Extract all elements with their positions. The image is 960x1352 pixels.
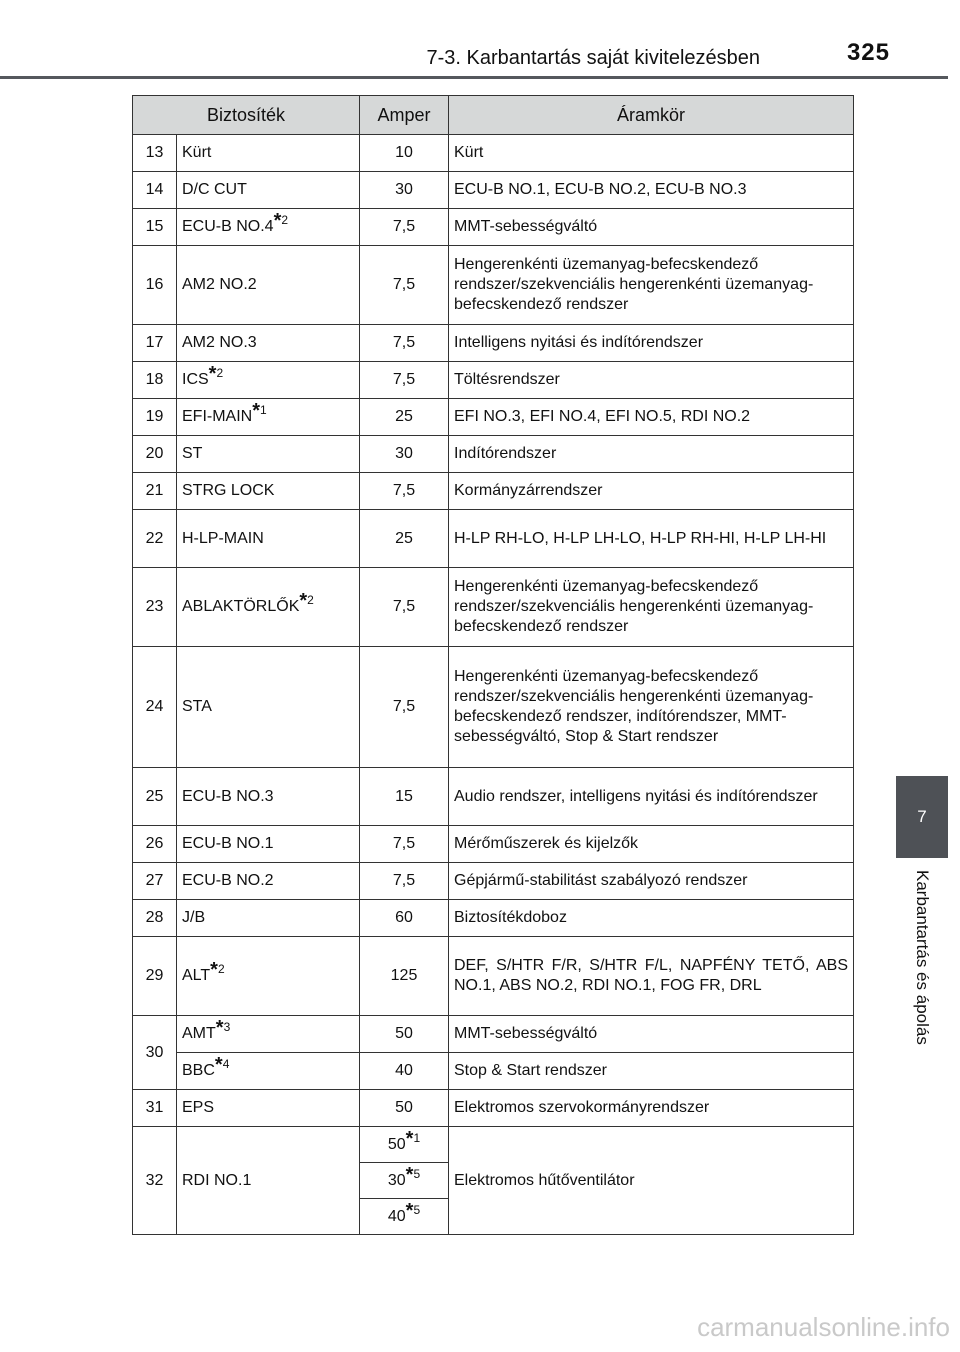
page-number: 325 bbox=[846, 39, 890, 66]
fuse-amp: 125 bbox=[360, 937, 449, 1016]
fuse-amp: 40 bbox=[360, 1053, 449, 1090]
fuse-circuit: MMT-sebességváltó bbox=[449, 1016, 854, 1053]
fuse-amp: 40$^{*5}$ bbox=[360, 1199, 449, 1235]
fuse-name: D/C CUT bbox=[177, 172, 360, 209]
fuse-amp: 50 bbox=[360, 1090, 449, 1127]
fuse-amp: 30 bbox=[360, 172, 449, 209]
chapter-number: 7 bbox=[917, 807, 927, 826]
fuse-circuit: Stop & Start rendszer bbox=[449, 1053, 854, 1090]
fuse-circuit: Intelligens nyitási és indítórendszer bbox=[449, 325, 854, 362]
fuse-name: H-LP-MAIN bbox=[177, 510, 360, 568]
fuse-name: AM2 NO.2 bbox=[177, 246, 360, 325]
row-number: 21 bbox=[133, 473, 177, 510]
fuse-name: EPS bbox=[177, 1090, 360, 1127]
table-row bbox=[133, 568, 854, 647]
fuse-circuit: Indítórendszer bbox=[449, 436, 854, 473]
fuse-name: BBC$^{*4}$ bbox=[177, 1053, 360, 1090]
table-row bbox=[133, 826, 854, 863]
fuse-circuit: Mérőműszerek és kijelzők bbox=[449, 826, 854, 863]
fuse-name: AM2 NO.3 bbox=[177, 325, 360, 362]
table-row bbox=[133, 510, 854, 568]
fuse-table bbox=[132, 95, 854, 1235]
chapter-side-label: Karbantartás és ápolás bbox=[913, 870, 932, 1045]
row-number: 14 bbox=[133, 172, 177, 209]
fuse-amp: 25 bbox=[360, 510, 449, 568]
footnote-marker: *5 bbox=[405, 1163, 421, 1186]
table-row bbox=[133, 399, 854, 436]
row-number: 23 bbox=[133, 568, 177, 647]
fuse-amp: 7,5 bbox=[360, 568, 449, 647]
fuse-circuit: Hengerenkénti üzemanyag-befecskendező rendszer/szekvenciális hengerenkénti üzemanyag-befecskendező rendszer, indítórendszer, MMT-sebességváltó, Stop & Start rendszer bbox=[449, 647, 854, 768]
fuse-amp: 60 bbox=[360, 900, 449, 937]
row-number: 15 bbox=[133, 209, 177, 246]
fuse-circuit: DEF, S/HTR F/R, S/HTR F/L, NAPFÉNY TETŐ, ABS NO.1, ABS NO.2, RDI NO.1, FOG FR, DRL bbox=[449, 937, 854, 1016]
fuse-amp: 25 bbox=[360, 399, 449, 436]
fuse-name: J/B bbox=[177, 900, 360, 937]
running-header-title: 7-3. Karbantartás saját kivitelezésben bbox=[426, 47, 760, 69]
row-number: 32 bbox=[133, 1127, 177, 1235]
fuse-name: RDI NO.1 bbox=[177, 1127, 360, 1235]
row-number: 26 bbox=[133, 826, 177, 863]
table-header-row bbox=[133, 96, 854, 135]
table-row bbox=[133, 1090, 854, 1127]
table-row bbox=[133, 768, 854, 826]
fuse-circuit: ECU-B NO.1, ECU-B NO.2, ECU-B NO.3 bbox=[449, 172, 854, 209]
footnote-marker: *5 bbox=[405, 1199, 421, 1222]
table-row bbox=[133, 1053, 854, 1090]
fuse-amp: 7,5 bbox=[360, 826, 449, 863]
header-circuit: Áramkör bbox=[449, 96, 854, 135]
fuse-amp: 10 bbox=[360, 135, 449, 172]
fuse-name: EFI-MAIN$^{*1}$ bbox=[177, 399, 360, 436]
fuse-amp: 7,5 bbox=[360, 473, 449, 510]
table-row bbox=[133, 937, 854, 1016]
table-row bbox=[133, 1127, 854, 1163]
fuse-amp: 50 bbox=[360, 1016, 449, 1053]
table-row bbox=[133, 362, 854, 399]
footnote-marker: *4 bbox=[214, 1054, 230, 1076]
fuse-amp: 7,5 bbox=[360, 325, 449, 362]
fuse-name: ST bbox=[177, 436, 360, 473]
table-row bbox=[133, 436, 854, 473]
fuse-amp: 50$^{*1}$ bbox=[360, 1127, 449, 1163]
table-row bbox=[133, 172, 854, 209]
fuse-name: ICS$^{*2}$ bbox=[177, 362, 360, 399]
fuse-circuit: Hengerenkénti üzemanyag-befecskendező rendszer/szekvenciális hengerenkénti üzemanyag-befecskendező rendszer bbox=[449, 246, 854, 325]
fuse-amp: 7,5 bbox=[360, 647, 449, 768]
fuse-amp: 30 bbox=[360, 436, 449, 473]
fuse-circuit: EFI NO.3, EFI NO.4, EFI NO.5, RDI NO.2 bbox=[449, 399, 854, 436]
row-number: 25 bbox=[133, 768, 177, 826]
fuse-circuit: Gépjármű-stabilitást szabályozó rendszer bbox=[449, 863, 854, 900]
table-row bbox=[133, 325, 854, 362]
fuse-circuit: Hengerenkénti üzemanyag-befecskendező rendszer/szekvenciális hengerenkénti üzemanyag-befecskendező rendszer bbox=[449, 568, 854, 647]
footnote-marker: *1 bbox=[405, 1127, 421, 1150]
fuse-circuit: H-LP RH-LO, H-LP LH-LO, H-LP RH-HI, H-LP LH-HI bbox=[449, 510, 854, 568]
fuse-name: STRG LOCK bbox=[177, 473, 360, 510]
fuse-name: AMT$^{*3}$ bbox=[177, 1016, 360, 1053]
row-number: 20 bbox=[133, 436, 177, 473]
watermark: carmanualsonline.info bbox=[697, 1312, 950, 1342]
fuse-name: ECU-B NO.2 bbox=[177, 863, 360, 900]
footnote-marker: *2 bbox=[273, 210, 289, 232]
fuse-circuit: Töltésrendszer bbox=[449, 362, 854, 399]
fuse-circuit: Kormányzárrendszer bbox=[449, 473, 854, 510]
fuse-amp: 30$^{*5}$ bbox=[360, 1163, 449, 1199]
fuse-name: ECU-B NO.1 bbox=[177, 826, 360, 863]
row-number: 16 bbox=[133, 246, 177, 325]
fuse-amp: 15 bbox=[360, 768, 449, 826]
footnote-marker: *2 bbox=[208, 363, 224, 385]
table-row bbox=[133, 863, 854, 900]
fuse-circuit: MMT-sebességváltó bbox=[449, 209, 854, 246]
footnote-marker: *3 bbox=[215, 1017, 231, 1039]
header-amper: Amper bbox=[360, 96, 449, 135]
fuse-circuit: Elektromos hűtőventilátor bbox=[449, 1127, 854, 1235]
row-number: 18 bbox=[133, 362, 177, 399]
fuse-name: ALT$^{*2}$ bbox=[177, 937, 360, 1016]
row-number: 22 bbox=[133, 510, 177, 568]
row-number: 29 bbox=[133, 937, 177, 1016]
fuse-circuit: Elektromos szervokormányrendszer bbox=[449, 1090, 854, 1127]
fuse-name: ABLAKTÖRLŐK$^{*2}$ bbox=[177, 568, 360, 647]
table-row bbox=[133, 473, 854, 510]
fuse-circuit: Biztosítékdoboz bbox=[449, 900, 854, 937]
row-number: 27 bbox=[133, 863, 177, 900]
fuse-name: Kürt bbox=[177, 135, 360, 172]
fuse-amp: 7,5 bbox=[360, 362, 449, 399]
row-number: 24 bbox=[133, 647, 177, 768]
table-row bbox=[133, 246, 854, 325]
row-number: 31 bbox=[133, 1090, 177, 1127]
chapter-tab[interactable] bbox=[896, 776, 948, 858]
fuse-amp: 7,5 bbox=[360, 209, 449, 246]
row-number: 28 bbox=[133, 900, 177, 937]
header-rule bbox=[0, 76, 948, 79]
row-number: 13 bbox=[133, 135, 177, 172]
table-row bbox=[133, 135, 854, 172]
table-row bbox=[133, 900, 854, 937]
fuse-circuit: Audio rendszer, intelligens nyitási és indítórendszer bbox=[449, 768, 854, 826]
fuse-amp: 7,5 bbox=[360, 863, 449, 900]
fuse-name: STA bbox=[177, 647, 360, 768]
table-row bbox=[133, 209, 854, 246]
table-row bbox=[133, 647, 854, 768]
fuse-amp: 7,5 bbox=[360, 246, 449, 325]
fuse-name: ECU-B NO.4$^{*2}$ bbox=[177, 209, 360, 246]
footnote-marker: *1 bbox=[252, 400, 267, 422]
header-fuse: Biztosíték bbox=[133, 96, 360, 135]
row-number: 30 bbox=[133, 1016, 177, 1090]
fuse-circuit: Kürt bbox=[449, 135, 854, 172]
fuse-name: ECU-B NO.3 bbox=[177, 768, 360, 826]
row-number: 17 bbox=[133, 325, 177, 362]
table-row bbox=[133, 1016, 854, 1053]
footnote-marker: *2 bbox=[299, 590, 314, 612]
footnote-marker: *2 bbox=[210, 959, 225, 981]
row-number: 19 bbox=[133, 399, 177, 436]
